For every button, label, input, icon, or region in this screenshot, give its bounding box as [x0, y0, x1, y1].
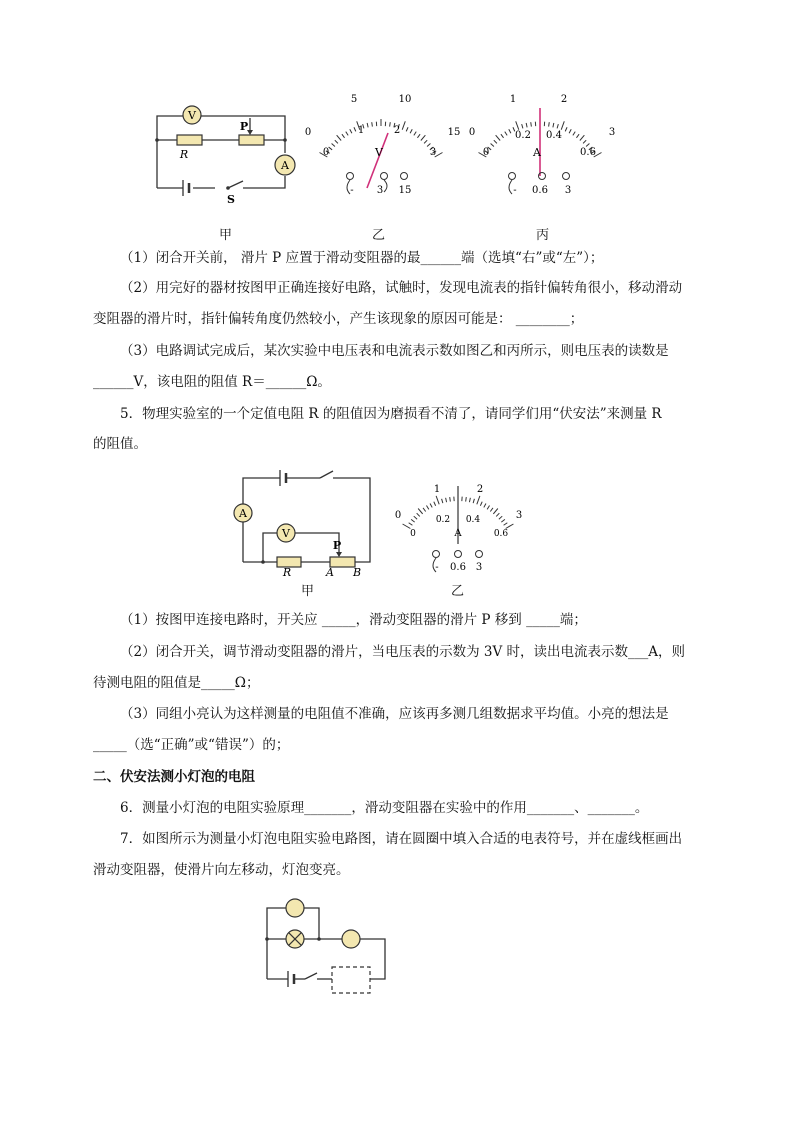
dial-tick — [367, 123, 368, 127]
figure-3 — [260, 893, 400, 1003]
dial-tick — [580, 135, 584, 140]
dashed-box — [332, 967, 370, 993]
q4-part3-line1: （3）电路调试完成后，某次实验中电压表和电流表示数如图乙和丙所示，则电压表的读数是 — [120, 343, 669, 359]
dial-tick — [350, 129, 352, 133]
svg-text:V: V — [282, 527, 290, 540]
ammeter-dial-q5 — [395, 484, 522, 573]
dial-tick — [583, 140, 586, 143]
q5-part3-line1: （3）同组小亮认为这样测量的电阻值不准确，应该再多测几组数据求平均值。小亮的想法是 — [120, 706, 669, 722]
dial-tick — [506, 524, 514, 529]
dial-tick — [390, 122, 391, 126]
dial-tick — [426, 506, 428, 510]
dial-tick — [342, 134, 345, 138]
label-p: P — [239, 120, 249, 133]
svg-text:0: 0 — [394, 510, 402, 521]
caption-jia: 甲 — [219, 228, 233, 243]
svg-text:A: A — [326, 566, 334, 578]
rheostat — [239, 135, 264, 145]
svg-text:0: 0 — [482, 147, 490, 158]
dial-tick — [493, 509, 497, 514]
svg-text:0.4: 0.4 — [546, 130, 562, 141]
dial-tick — [501, 134, 504, 138]
svg-text:15: 15 — [447, 127, 461, 138]
dial-tick — [423, 508, 426, 512]
ammeter-unit: A — [533, 146, 541, 159]
dial-tick — [565, 127, 567, 131]
q4-part1: （1）闭合开关前， 滑片 P 应置于滑动变阻器的最______端（选填“右”或“左”）； — [120, 250, 604, 266]
svg-text:A: A — [454, 528, 462, 539]
dial-tick — [490, 508, 493, 512]
meter-circle-right — [342, 930, 360, 948]
svg-text:2: 2 — [476, 484, 484, 495]
dial-tick — [406, 127, 408, 131]
dial-tick — [496, 513, 499, 516]
dial-tick — [450, 497, 451, 501]
section-2-title: 二、伏安法测小灯泡的电阻 — [93, 769, 255, 785]
svg-text:0.6: 0.6 — [580, 147, 596, 158]
svg-text:-: - — [513, 185, 517, 196]
dial-tick — [505, 132, 507, 136]
svg-text:0.6: 0.6 — [532, 185, 548, 196]
dial-tick — [409, 523, 413, 526]
svg-text:0.4: 0.4 — [465, 515, 481, 525]
svg-text:15: 15 — [398, 185, 412, 196]
dial-tick — [466, 497, 467, 501]
svg-text:A: A — [239, 507, 247, 520]
dial-tick — [480, 502, 482, 506]
dial-tick — [421, 135, 425, 140]
meter-circle-top — [286, 899, 304, 917]
svg-text:P: P — [332, 539, 342, 552]
dial-tick — [434, 502, 436, 506]
dial-tick — [436, 496, 439, 504]
dial-tick — [332, 144, 335, 147]
caption-yi: 乙 — [372, 228, 386, 243]
dial-tick — [491, 144, 494, 147]
dial-tick — [335, 140, 338, 143]
svg-text:-: - — [435, 562, 439, 573]
dial-tick — [509, 129, 511, 133]
q5-part2-line1: （2）闭合开关，调节滑动变阻器的滑片，当电压表的示数为 3V 时，读出电流表示数___A，则 — [120, 644, 686, 660]
svg-text:0.2: 0.2 — [435, 515, 451, 525]
label-a: A — [281, 159, 289, 172]
svg-text:-: - — [350, 185, 354, 196]
circuit-diagram-jia — [157, 116, 285, 196]
caption-q5-yi: 乙 — [451, 584, 465, 599]
dial-tick — [522, 124, 523, 128]
q5-part3-line2: _____（选“正确”或“错误”）的； — [93, 737, 290, 753]
dial-tick — [446, 498, 447, 502]
circuit-diagram-q7 — [267, 908, 385, 987]
voltmeter-unit: V — [375, 146, 383, 159]
dial-tick — [526, 123, 527, 127]
lamp-symbol — [286, 930, 304, 948]
ammeter-dial-bing — [469, 94, 615, 196]
dial-tick — [531, 122, 532, 126]
dial-tick — [414, 516, 417, 519]
q7-text-line1: 7．如图所示为测量小灯泡电阻实验电路图，请在圆圈中填入合适的电表符号，并在虚线框画出 — [120, 831, 683, 847]
svg-text:10: 10 — [398, 94, 412, 105]
dial-tick — [576, 134, 579, 138]
svg-text:1: 1 — [509, 94, 517, 105]
svg-text:5: 5 — [350, 94, 358, 105]
dial-tick — [442, 499, 443, 503]
resistor-r — [177, 135, 202, 145]
dial-tick — [417, 513, 420, 516]
figure-2 — [225, 466, 525, 578]
svg-text:0.6: 0.6 — [450, 562, 466, 573]
q5-intro-line2: 的阻值。 — [93, 436, 147, 452]
svg-text:0.6: 0.6 — [493, 529, 509, 539]
dial-tick — [337, 135, 341, 140]
svg-text:3: 3 — [564, 185, 572, 196]
dial-tick — [499, 516, 502, 519]
q5-part1: （1）按图甲连接电路时，开关应 _____，滑动变阻器的滑片 P 移到 _____端； — [120, 612, 587, 628]
dial-tick — [417, 134, 420, 138]
dial-tick — [410, 129, 412, 133]
q5-part2-line2: 待测电阻的阻值是_____Ω； — [93, 675, 260, 691]
dial-tick — [484, 503, 486, 507]
label-s: S — [227, 193, 235, 206]
svg-text:3: 3 — [515, 510, 523, 521]
dial-tick — [557, 124, 558, 128]
svg-text:2: 2 — [393, 125, 401, 136]
dial-tick — [403, 524, 411, 529]
dial-tick — [414, 132, 416, 136]
circuit-diagram-q5 — [243, 470, 370, 562]
dial-tick — [496, 135, 500, 140]
dial-tick — [573, 132, 575, 136]
dial-tick — [411, 519, 415, 522]
svg-text:B: B — [352, 566, 362, 578]
svg-text:0: 0 — [304, 127, 312, 138]
dial-tick — [501, 519, 505, 522]
svg-text:0: 0 — [410, 529, 416, 539]
dial-tick — [549, 122, 550, 126]
svg-text:1: 1 — [433, 484, 441, 495]
caption-q5-jia: 甲 — [301, 584, 315, 599]
voltmeter-dial-yi — [305, 94, 461, 196]
q7-text-line2: 滑动变阻器，使滑片向左移动，灯泡变亮。 — [93, 862, 350, 878]
dial-tick — [473, 499, 474, 503]
q6-text: 6．测量小灯泡的电阻实验原理_______，滑动变阻器在实验中的作用_______、_______。 — [120, 800, 649, 816]
dial-tick — [372, 122, 373, 126]
svg-text:3: 3 — [376, 185, 384, 196]
svg-text:0: 0 — [468, 127, 476, 138]
q5-intro-line1: 5．物理实验室的一个定值电阻 R 的阻值因为磨损看不清了，请同学们用“伏安法”来测量 R — [120, 406, 662, 422]
dial-tick — [487, 506, 489, 510]
svg-text:0: 0 — [322, 147, 330, 158]
dial-tick — [477, 496, 480, 504]
svg-text:1: 1 — [357, 125, 365, 136]
q4-part2-line1: （2）用完好的器材按图甲正确连接好电路，试触时，发现电流表的指针偏转角很小，移动滑动 — [120, 280, 683, 296]
svg-text:R: R — [282, 566, 292, 578]
dial-tick — [516, 121, 519, 129]
q4-part3-line2: ______V，该电阻的阻值 R＝______Ω。 — [93, 374, 331, 390]
q4-part2-line2: 变阻器的滑片时，指针偏转角度仍然较小，产生该现象的原因可能是： ________； — [93, 311, 584, 327]
caption-bing: 丙 — [536, 228, 550, 243]
dial-tick — [346, 132, 348, 136]
figure-1 — [140, 88, 620, 218]
svg-text:3: 3 — [475, 562, 483, 573]
dial-tick — [469, 498, 470, 502]
dial-tick — [504, 523, 508, 526]
dial-tick — [494, 140, 497, 143]
svg-text:3: 3 — [429, 147, 437, 158]
label-r: R — [179, 148, 189, 161]
svg-text:2: 2 — [560, 94, 568, 105]
dial-tick — [569, 129, 571, 133]
dial-tick — [424, 140, 427, 143]
svg-text:3: 3 — [608, 127, 616, 138]
label-v: V — [188, 109, 196, 122]
dial-tick — [561, 121, 564, 129]
dial-tick — [354, 127, 356, 131]
svg-text:0.2: 0.2 — [515, 130, 531, 141]
dial-tick — [553, 123, 554, 127]
dial-tick — [430, 503, 432, 507]
dial-tick — [418, 509, 422, 514]
dial-tick — [402, 121, 405, 129]
